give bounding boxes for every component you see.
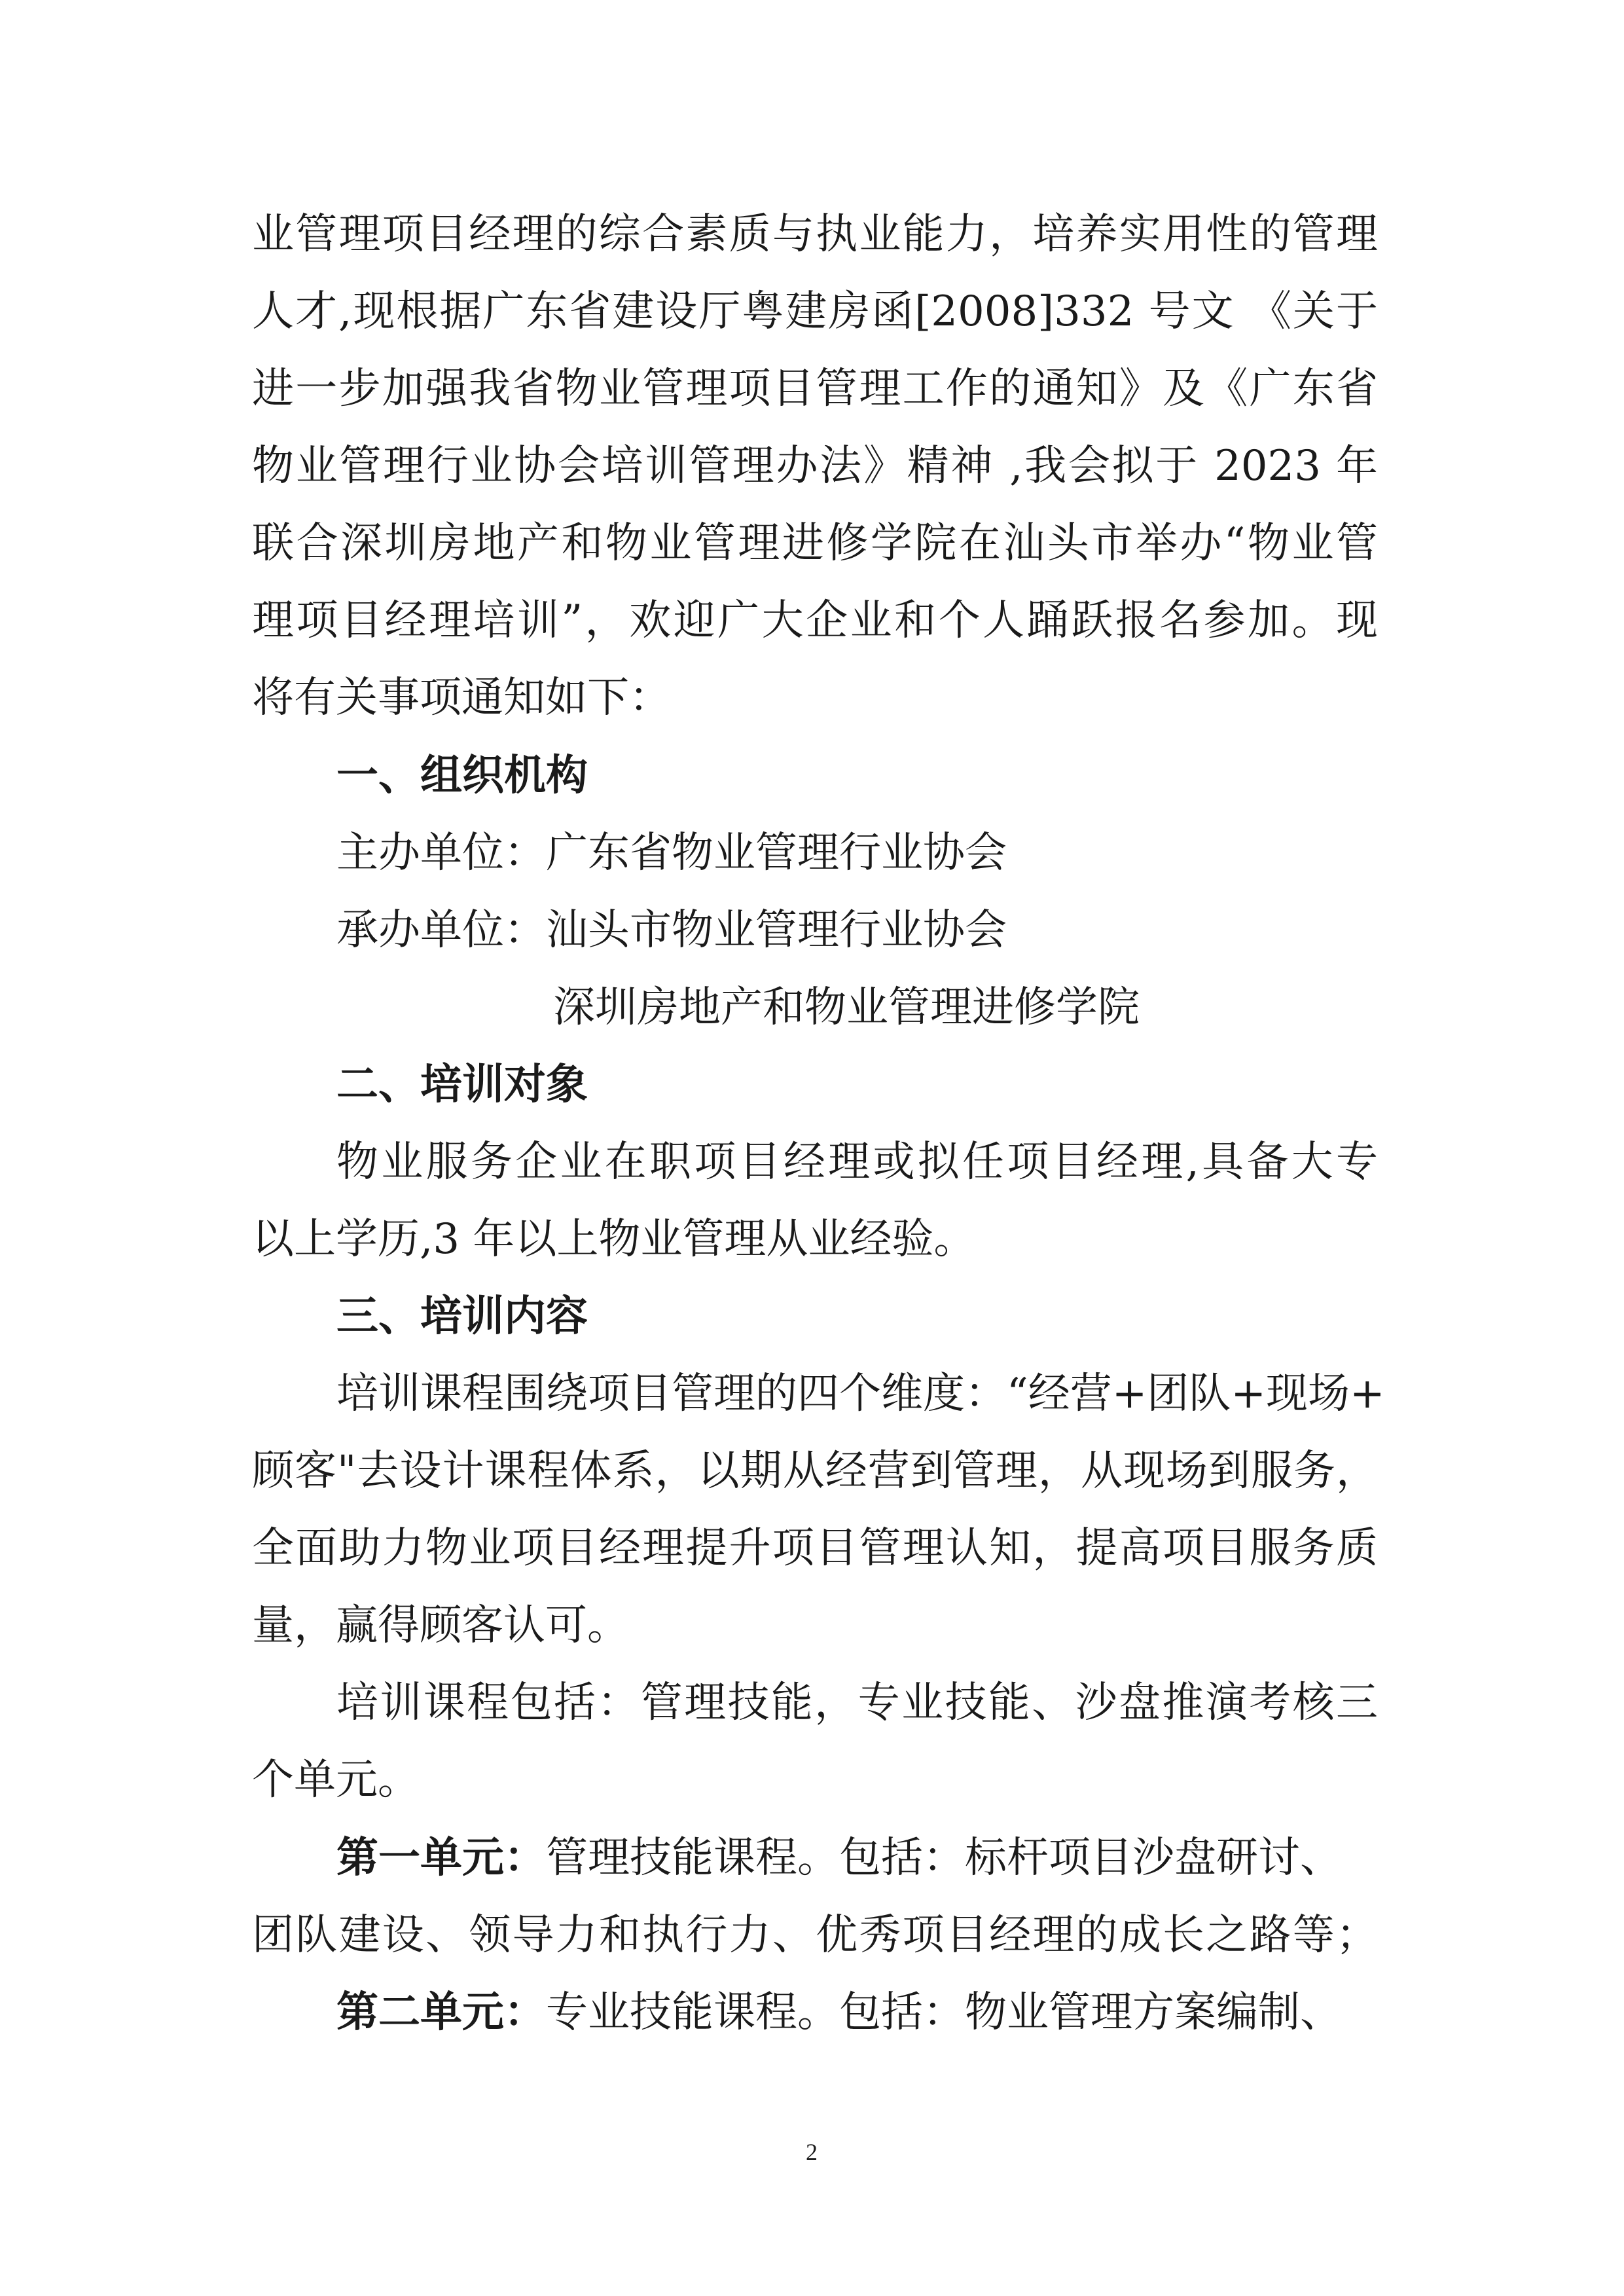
courses-line: 培训课程包括：管理技能，专业技能、沙盘推演考核三 — [336, 1679, 1378, 1727]
organizer-unit: 承办单位：汕头市物业管理行业协会 — [336, 906, 1007, 955]
host-unit: 主办单位：广东省物业管理行业协会 — [336, 829, 1007, 877]
content-line: 顾客"去设计课程体系，以期从经营到管理，从现场到服务， — [252, 1447, 1378, 1495]
paragraph-line: 物业管理行业协会培训管理办法》精神 ,我会拟于 2023 年 — [252, 442, 1378, 490]
courses-line: 个单元。 — [252, 1756, 420, 1804]
paragraph-line: 进一步加强我省物业管理项目管理工作的通知》及《广东省 — [252, 365, 1378, 413]
unit-two-line — [336, 1986, 1378, 2039]
content-line: 量，赢得顾客认可。 — [252, 1601, 629, 1650]
page-number: 2 — [806, 2139, 818, 2165]
target-line: 物业服务企业在职项目经理或拟任项目经理,具备大专 — [336, 1138, 1378, 1186]
organizer-unit-second: 深圳房地产和物业管理进修学院 — [553, 983, 1140, 1032]
unit-one-line — [336, 1832, 1378, 1884]
section-heading-target: 二、培训对象 — [336, 1060, 588, 1109]
target-line: 以上学历,3 年以上物业管理从业经验。 — [252, 1215, 976, 1264]
unit-one-text: 管理技能课程。包括：标杆项目沙盘研讨、 — [546, 1834, 1342, 1882]
paragraph-line: 理项目经理培训”，欢迎广大企业和个人踊跃报名参加。现 — [252, 596, 1378, 645]
section-heading-organization: 一、组织机构 — [336, 751, 588, 800]
section-heading-content: 三、培训内容 — [336, 1292, 588, 1341]
unit-one-line-two: 团队建设、领导力和执行力、优秀项目经理的成长之路等； — [252, 1911, 1378, 1959]
paragraph-line: 将有关事项通知如下： — [252, 674, 671, 722]
unit-two-label: 第二单元： — [336, 1988, 546, 2037]
unit-one-label: 第一单元： — [336, 1833, 546, 1882]
paragraph-line: 业管理项目经理的综合素质与执业能力，培养实用性的管理 — [252, 210, 1378, 259]
unit-two-text: 专业技能课程。包括：物业管理方案编制、 — [546, 1988, 1342, 2037]
paragraph-line: 联合深圳房地产和物业管理进修学院在汕头市举办“物业管 — [252, 519, 1378, 568]
paragraph-line: 人才,现根据广东省建设厅粤建房函[2008]332 号文 《关于 — [252, 287, 1378, 336]
content-line: 全面助力物业项目经理提升项目管理认知，提高项目服务质 — [252, 1524, 1378, 1573]
content-line: 培训课程围绕项目管理的四个维度：“经营+团队+现场+ — [336, 1370, 1385, 1418]
